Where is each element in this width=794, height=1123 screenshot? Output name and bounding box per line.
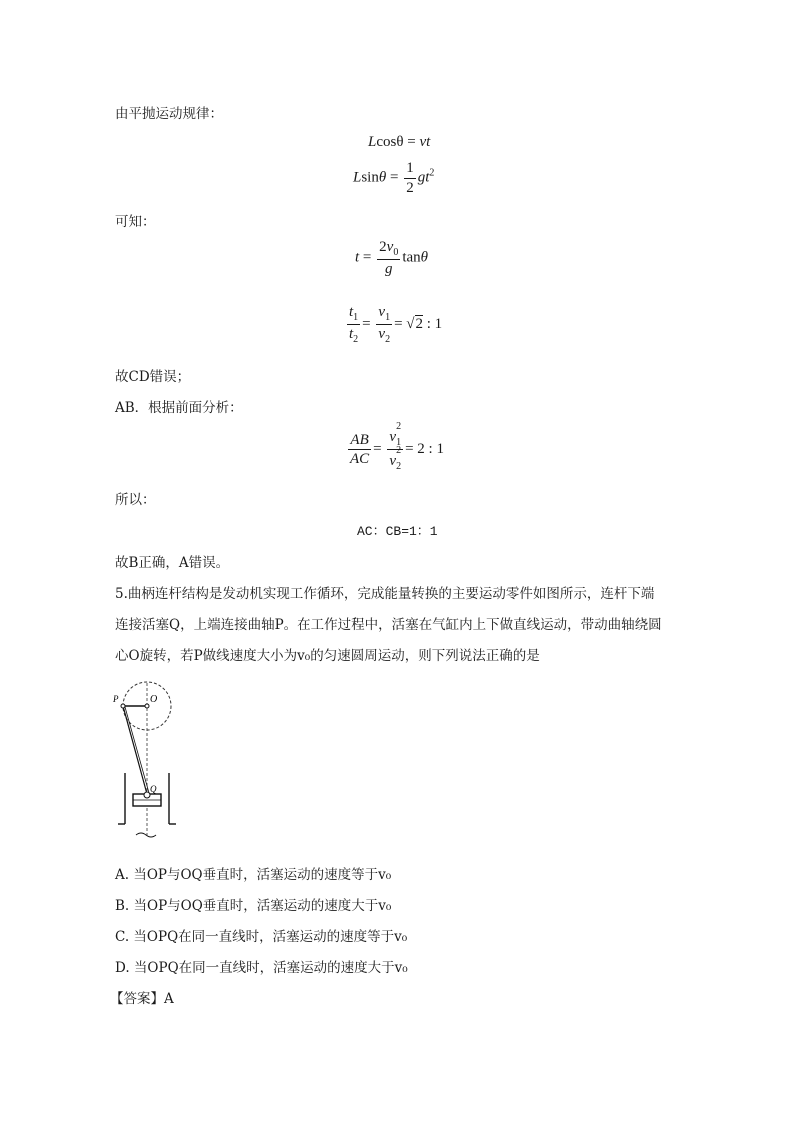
answer-text: 【答案】A: [110, 991, 174, 1007]
knowing-text: 可知：: [115, 214, 156, 230]
crank-rod-figure: [110, 678, 185, 843]
question-line-1: 5.曲柄连杆结构是发动机实现工作循环，完成能量转换的主要运动零件如图所示，连杆下端: [115, 586, 655, 602]
label-q: Q: [150, 784, 157, 794]
question-line-3: 心O旋转，若P做线速度大小为v₀的匀速圆周运动，则下列说法正确的是: [115, 648, 540, 664]
therefore-text: 所以：: [115, 492, 156, 508]
equation-time-ratio: $\frac{t_1}{t_2}$ = $\frac{v_1}{v_2}$ = √2 : 1: [349, 304, 443, 345]
cd-wrong-text: 故CD错误；: [115, 369, 191, 385]
label-o: O: [150, 694, 158, 705]
equation-horizontal: Lcosθ = vt: [368, 134, 431, 150]
option-a[interactable]: A. 当OP与OQ垂直时，活塞运动的速度等于v₀: [115, 867, 392, 883]
option-c[interactable]: C. 当OPQ在同一直线时，活塞运动的速度等于v₀: [115, 929, 408, 945]
question-line-2: 连接活塞Q，上端连接曲轴P。在工作过程中，活塞在气缸内上下做直线运动，带动曲轴绕圆: [115, 617, 662, 633]
ratio-result: AC：CB=1：1: [357, 524, 438, 539]
label-p: P: [113, 694, 119, 704]
equation-distance-ratio: $\frac{AB}{AC}$ = $\frac{v_1^2}{v_2^2}$ = 2 : 1: [350, 421, 444, 472]
conclusion-text: 故B正确，A错误。: [115, 555, 230, 571]
equation-time: t = $\frac{2v_0}{g}$ tanθ: [355, 239, 429, 277]
equation-vertical: Lsinθ = $\frac{1}{2}$ $gt^2$: [353, 160, 435, 196]
option-d[interactable]: D. 当OPQ在同一直线时，活塞运动的速度大于v₀: [115, 960, 408, 976]
ab-analysis-text: AB．根据前面分析：: [115, 400, 243, 416]
option-b[interactable]: B. 当OP与OQ垂直时，活塞运动的速度大于v₀: [115, 898, 392, 914]
intro-text: 由平抛运动规律：: [115, 106, 223, 122]
